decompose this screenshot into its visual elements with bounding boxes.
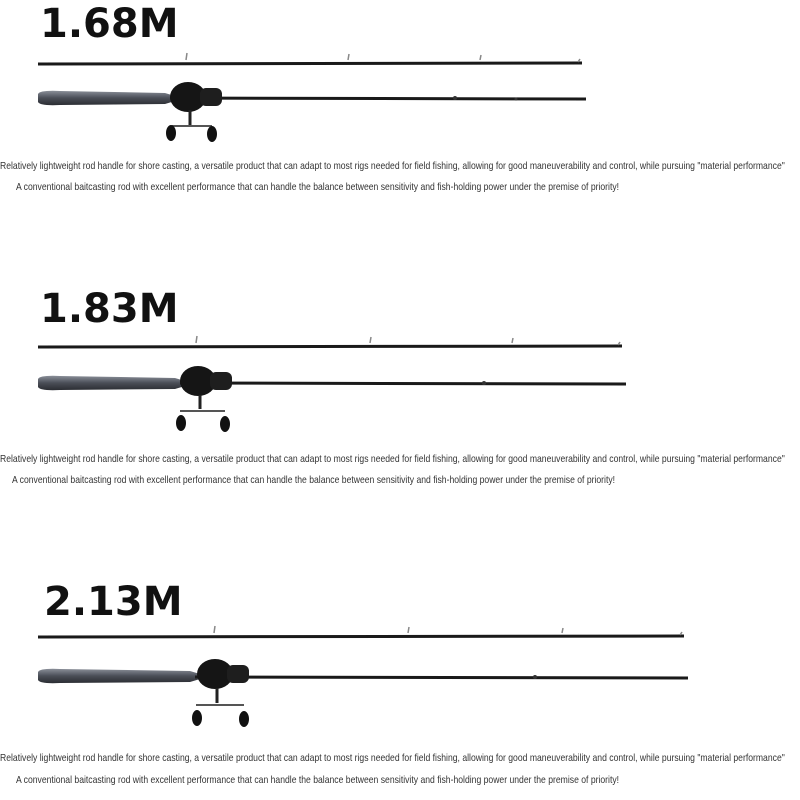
description-line-2: A conventional baitcasting rod with excellent performance that can handle the balance between sensitivity and fish-holding power under the premise of priority! <box>12 474 616 486</box>
baitcasting-reel <box>166 82 222 142</box>
rod-and-reel-image <box>0 578 800 728</box>
baitcasting-reel <box>176 366 232 432</box>
length-label: 1.83M <box>40 286 179 332</box>
product-section-168 <box>0 0 800 230</box>
description-line-1: Relatively lightweight rod handle for shore casting, a versatile product that can adapt to most rigs needed for field fishing, allowing for good maneuverability and control, while pursuing "material performance" <box>0 160 785 172</box>
rod-butt-section <box>38 669 688 683</box>
length-label: 2.13M <box>44 579 183 625</box>
rod-and-reel-image <box>0 285 800 435</box>
description-line-2: A conventional baitcasting rod with excellent performance that can handle the balance between sensitivity and fish-holding power under the premise of priority! <box>16 181 620 193</box>
rod-and-reel-image <box>0 0 800 150</box>
rod-tip-section <box>38 626 684 637</box>
product-section-213 <box>0 578 800 800</box>
rod-tip-section <box>38 336 622 347</box>
description-line-1: Relatively lightweight rod handle for shore casting, a versatile product that can adapt to most rigs needed for field fishing, allowing for good maneuverability and control, while pursuing "material performance" <box>0 453 785 465</box>
rod-butt-section <box>38 376 626 390</box>
description-line-1: Relatively lightweight rod handle for shore casting, a versatile product that can adapt to most rigs needed for field fishing, allowing for good maneuverability and control, while pursuing "material performance" <box>0 752 785 764</box>
length-label: 1.68M <box>40 1 179 47</box>
description-line-2: A conventional baitcasting rod with excellent performance that can handle the balance between sensitivity and fish-holding power under the premise of priority! <box>16 774 620 786</box>
rod-butt-section <box>38 91 586 105</box>
rod-tip-section <box>38 53 582 64</box>
product-section-183 <box>0 285 800 515</box>
baitcasting-reel <box>192 659 249 727</box>
